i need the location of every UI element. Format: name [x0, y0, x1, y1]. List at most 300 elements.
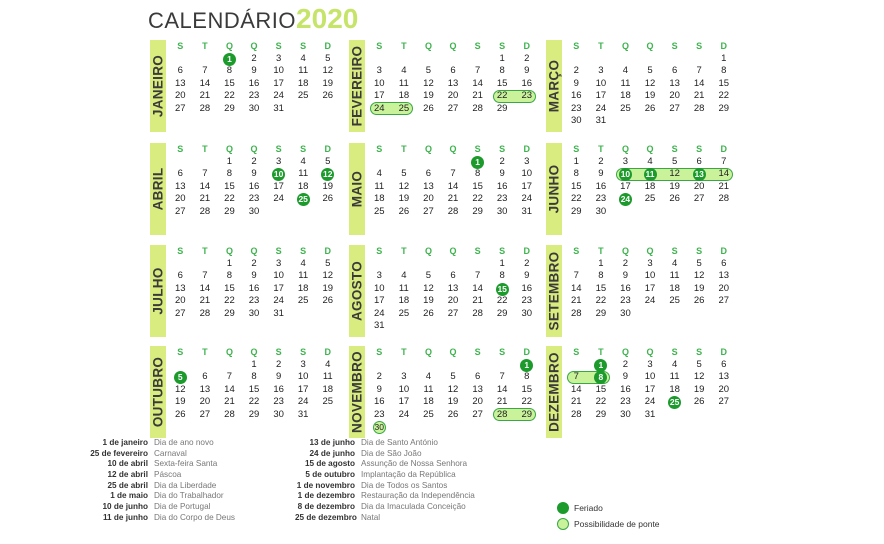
weekday-label: T [598, 144, 604, 154]
day-cell: 15 [718, 77, 730, 89]
week-row [168, 384, 340, 397]
day-cell: 18 [398, 90, 410, 101]
week-row [168, 65, 340, 78]
day-cell: 11 [669, 270, 680, 281]
day-cell: 10 [620, 169, 631, 179]
day-cell: 17 [273, 180, 284, 192]
empty-cell [315, 103, 340, 116]
weekday-label: S [177, 144, 184, 154]
day-cell: 5 [425, 65, 432, 76]
day-cell: 6 [177, 168, 183, 179]
day-cell: 7 [474, 270, 481, 281]
month-3 [546, 40, 736, 132]
day-cell: 7 [696, 65, 702, 76]
weekday-label: S [300, 41, 307, 51]
day-cell: 13 [669, 77, 680, 89]
day-cell: 4 [300, 155, 306, 167]
day-cell: 8 [598, 270, 604, 281]
day-cell: 15 [224, 180, 235, 192]
weekday-label: S [671, 41, 678, 51]
day-cell: 18 [669, 383, 680, 395]
holiday-name: Dia de São João [361, 448, 422, 458]
weekday-label: Q [449, 144, 457, 154]
holiday-date: 25 de fevereiro [90, 448, 148, 458]
day-cell: 6 [721, 257, 727, 269]
day-cell: 30 [620, 408, 631, 420]
empty-cell [662, 308, 687, 321]
day-cell: 30 [374, 422, 385, 432]
day-cell: 24 [620, 194, 631, 204]
day-cell: 22 [224, 295, 235, 306]
day-cell: 1 [251, 358, 257, 370]
day-cell: 8 [226, 65, 233, 76]
day-cell: 8 [589, 371, 614, 384]
month-days [564, 143, 736, 218]
day-cell: 29 [718, 102, 730, 114]
day-cell: 28 [571, 408, 582, 420]
weekday-label: S [573, 144, 580, 154]
day-cell: 17 [273, 77, 284, 89]
day-cell: 27 [472, 408, 483, 420]
holiday-dot-icon [557, 502, 569, 514]
week-row [564, 193, 736, 206]
weekday-label: Q [449, 246, 457, 256]
holiday-entry [295, 470, 495, 481]
empty-cell [687, 53, 712, 66]
empty-cell [662, 409, 687, 422]
week-row [564, 409, 736, 422]
title-word: CALENDÁRIO [148, 8, 297, 33]
day-cell: 14 [571, 282, 582, 294]
empty-cell [465, 53, 490, 66]
empty-cell [638, 53, 663, 66]
day-cell: 25 [374, 205, 385, 217]
day-cell: 14 [447, 180, 459, 192]
holiday-name: Páscoa [154, 470, 182, 480]
week-row [367, 270, 539, 283]
holiday-date: 5 de outubro [305, 470, 355, 480]
weekday-label: S [696, 41, 703, 51]
day-cell: 13 [175, 77, 186, 89]
weekday-label: S [275, 246, 282, 256]
day-cell: 23 [620, 295, 631, 306]
weekday-label: Q [250, 347, 258, 357]
key-holiday-label: Feriado [574, 503, 603, 513]
day-cell: 12 [423, 77, 434, 89]
day-cell: 25 [669, 295, 680, 306]
empty-cell [613, 206, 638, 219]
holiday-entry [88, 459, 288, 470]
day-cell: 17 [644, 383, 656, 395]
day-cell: 4 [647, 155, 653, 167]
day-cell: 18 [423, 396, 434, 407]
day-cell: 19 [423, 90, 434, 101]
day-cell: 29 [224, 102, 235, 114]
holiday-entry [295, 502, 495, 513]
day-cell: 20 [199, 396, 211, 407]
month-name: FEVEREIRO [349, 45, 365, 127]
empty-cell [465, 320, 490, 333]
month-days [168, 346, 340, 421]
day-cell: 17 [374, 295, 385, 306]
empty-cell [367, 53, 392, 66]
day-cell: 16 [620, 282, 631, 294]
month-4 [150, 143, 340, 235]
day-cell: 19 [322, 77, 334, 89]
day-cell: 3 [275, 52, 282, 64]
day-cell: 23 [496, 193, 508, 204]
day-cell: 5 [168, 371, 193, 384]
day-cell: 4 [401, 65, 407, 76]
week-row [564, 65, 736, 78]
day-cell: 10 [644, 270, 656, 281]
empty-cell [564, 258, 589, 271]
day-cell: 3 [647, 257, 653, 269]
day-cell: 24 [644, 295, 656, 306]
day-cell: 6 [202, 371, 208, 382]
day-cell: 14 [199, 180, 211, 192]
day-cell: 1 [217, 53, 242, 66]
week-row [168, 283, 340, 296]
weekday-header [168, 346, 340, 359]
weekday-label: S [177, 41, 184, 51]
holiday-name: Dia da Imaculada Conceição [361, 502, 466, 512]
weekday-label: S [696, 347, 703, 357]
day-cell: 26 [175, 408, 186, 420]
day-cell: 1 [598, 257, 604, 269]
day-cell: 28 [472, 102, 483, 114]
day-cell: 12 [175, 383, 186, 395]
week-row [367, 384, 539, 397]
weekday-label: D [324, 41, 331, 51]
day-cell: 23 [374, 408, 385, 420]
weekday-label: D [324, 246, 331, 256]
day-cell: 23 [620, 396, 631, 407]
day-cell: 4 [622, 65, 629, 76]
day-cell: 3 [376, 65, 382, 76]
day-cell: 22 [595, 396, 607, 407]
holiday-date: 8 de dezembro [297, 502, 355, 512]
day-cell: 16 [248, 180, 260, 192]
day-cell: 11 [620, 77, 631, 89]
day-cell: 17 [644, 282, 656, 294]
day-cell: 9 [524, 270, 530, 281]
day-cell: 9 [524, 65, 530, 76]
holiday-name: Sexta-feira Santa [154, 459, 218, 469]
day-cell: 26 [693, 396, 705, 407]
empty-cell [367, 359, 392, 372]
day-cell: 9 [622, 270, 629, 281]
day-cell: 23 [248, 295, 260, 306]
holiday-name: Dia de Portugal [154, 502, 211, 512]
week-row [168, 270, 340, 283]
day-cell: 10 [595, 77, 607, 89]
holiday-entry [295, 438, 495, 449]
day-cell: 14 [472, 77, 483, 89]
weekday-label: Q [225, 246, 233, 256]
day-cell: 22 [248, 396, 260, 407]
weekday-label: S [177, 246, 184, 256]
weekday-label: D [523, 144, 530, 154]
day-cell: 27 [423, 205, 434, 217]
week-row [367, 206, 539, 219]
day-cell: 28 [571, 307, 582, 319]
day-cell: 19 [693, 282, 705, 294]
week-row [367, 53, 539, 66]
day-cell: 30 [620, 307, 631, 319]
week-row [367, 359, 539, 372]
empty-cell [168, 156, 193, 169]
weekday-label: Q [646, 41, 654, 51]
week-row [168, 409, 340, 422]
holiday-entry [295, 491, 495, 502]
week-row [168, 78, 340, 91]
weekday-label: S [376, 41, 383, 51]
day-cell: 28 [472, 307, 483, 319]
month-days [367, 245, 539, 333]
day-cell: 17 [521, 180, 533, 192]
day-cell: 2 [275, 358, 282, 370]
day-cell: 15 [521, 383, 533, 395]
day-cell: 3 [524, 155, 530, 167]
day-cell: 3 [598, 65, 604, 76]
day-cell: 30 [496, 205, 508, 217]
day-cell: 24 [521, 193, 533, 204]
day-cell: 4 [300, 52, 306, 64]
empty-cell [441, 359, 466, 372]
day-cell: 21 [199, 90, 211, 101]
month-name: OUTUBRO [150, 356, 166, 428]
day-cell: 24 [644, 396, 656, 407]
day-cell: 23 [521, 295, 533, 306]
month-days [168, 245, 340, 320]
day-cell: 22 [496, 295, 508, 306]
weekday-label: S [499, 144, 506, 154]
key-holiday [557, 502, 603, 514]
weekday-label: Q [250, 246, 258, 256]
day-cell: 15 [248, 383, 260, 395]
week-row [168, 206, 340, 219]
day-cell: 30 [521, 307, 533, 319]
day-cell: 9 [275, 371, 282, 382]
day-cell: 23 [595, 193, 607, 204]
day-cell: 16 [620, 383, 631, 395]
day-cell: 18 [669, 282, 680, 294]
week-row [168, 371, 340, 384]
empty-cell [465, 258, 490, 271]
weekday-label: T [401, 246, 407, 256]
day-cell: 9 [376, 383, 382, 395]
empty-cell [564, 359, 589, 372]
day-cell: 2 [251, 155, 257, 167]
month-days [564, 346, 736, 421]
day-cell: 13 [175, 282, 186, 294]
day-cell: 7 [573, 371, 579, 382]
weekday-label: D [324, 347, 331, 357]
day-cell: 13 [423, 180, 434, 192]
day-cell: 11 [398, 77, 409, 89]
day-cell: 23 [571, 102, 582, 114]
day-cell: 12 [669, 168, 680, 179]
day-cell: 18 [297, 77, 309, 89]
day-cell: 16 [595, 180, 607, 192]
empty-cell [613, 53, 638, 66]
month-name: ABRIL [150, 167, 166, 211]
weekday-label: Q [646, 144, 654, 154]
empty-cell [638, 206, 663, 219]
day-cell: 11 [645, 169, 655, 179]
month-days [168, 40, 340, 115]
empty-cell [662, 206, 687, 219]
week-row [168, 295, 340, 308]
holiday-entry [295, 459, 495, 470]
day-cell: 3 [622, 155, 629, 167]
empty-cell [392, 53, 417, 66]
day-cell: 1 [499, 52, 505, 64]
holiday-name: Dia de Todos os Santos [361, 480, 448, 490]
day-cell: 9 [499, 168, 505, 179]
day-cell: 20 [175, 295, 186, 306]
day-cell: 24 [374, 102, 385, 114]
empty-cell [291, 103, 316, 116]
week-row [564, 258, 736, 271]
week-row [564, 90, 736, 103]
day-cell: 24 [398, 408, 410, 420]
day-cell: 2 [573, 65, 579, 76]
empty-cell [589, 53, 614, 66]
empty-cell [711, 308, 736, 321]
day-cell: 9 [598, 168, 604, 179]
empty-cell [416, 156, 441, 169]
weekday-label: S [474, 347, 481, 357]
day-cell: 9 [251, 270, 257, 281]
empty-cell [217, 359, 242, 372]
empty-cell [662, 53, 687, 66]
weekday-label: S [573, 41, 580, 51]
weekday-header [367, 40, 539, 53]
day-cell: 30 [595, 205, 607, 217]
weekday-label: S [474, 144, 481, 154]
week-row [564, 78, 736, 91]
day-cell: 9 [251, 168, 257, 179]
weekday-label: T [598, 246, 604, 256]
day-cell: 11 [298, 270, 309, 281]
day-cell: 16 [273, 383, 284, 395]
weekday-label: S [275, 347, 282, 357]
weekday-label: T [202, 246, 208, 256]
day-cell: 24 [273, 295, 284, 306]
weekday-label: T [202, 144, 208, 154]
weekday-label: Q [225, 144, 233, 154]
day-cell: 22 [472, 193, 483, 204]
weekday-label: Q [621, 41, 629, 51]
empty-cell [291, 206, 316, 219]
week-row [367, 181, 539, 194]
week-row [564, 308, 736, 321]
week-row [168, 193, 340, 206]
holiday-entry [88, 449, 288, 460]
empty-cell [266, 206, 291, 219]
weekday-label: T [202, 41, 208, 51]
day-cell: 16 [521, 282, 533, 294]
day-cell: 30 [248, 205, 260, 217]
day-cell: 20 [472, 396, 483, 407]
day-cell: 21 [571, 396, 582, 407]
day-cell: 16 [248, 77, 260, 89]
day-cell: 18 [374, 193, 385, 204]
day-cell: 18 [297, 180, 309, 192]
day-cell: 7 [474, 65, 481, 76]
empty-cell [711, 115, 736, 128]
day-cell: 14 [718, 168, 730, 179]
day-cell: 29 [521, 408, 533, 420]
empty-cell [367, 258, 392, 271]
empty-cell [441, 53, 466, 66]
day-cell: 27 [199, 408, 211, 420]
day-cell: 6 [474, 371, 481, 382]
day-cell: 29 [571, 205, 582, 217]
day-cell: 28 [199, 102, 211, 114]
weekday-label: D [720, 347, 727, 357]
month-name: JANEIRO [150, 54, 166, 118]
weekday-label: Q [424, 246, 432, 256]
day-cell: 6 [721, 358, 727, 370]
weekday-header [168, 245, 340, 258]
day-cell: 13 [718, 270, 730, 281]
weekday-label: D [523, 246, 530, 256]
day-cell: 5 [450, 371, 456, 382]
holiday-date: 15 de agosto [304, 459, 355, 469]
day-cell: 13 [199, 383, 211, 395]
day-cell: 9 [573, 77, 579, 89]
day-cell: 25 [297, 295, 309, 306]
day-cell: 26 [693, 295, 705, 306]
day-cell: 16 [521, 77, 533, 89]
day-cell: 7 [721, 155, 727, 167]
day-cell: 4 [425, 371, 432, 382]
holiday-date: 13 de junho [309, 438, 355, 447]
day-cell: 27 [718, 295, 730, 306]
weekday-label: D [720, 144, 727, 154]
day-cell: 12 [644, 77, 656, 89]
holiday-date: 25 de abril [107, 480, 148, 490]
bridge-dot-icon [557, 518, 569, 530]
day-cell: 1 [573, 155, 579, 167]
day-cell: 12 [447, 383, 459, 395]
day-cell: 5 [325, 155, 331, 167]
holiday-date: 11 de junho [102, 512, 148, 522]
holiday-date: 1 de janeiro [102, 438, 148, 447]
day-cell: 19 [175, 396, 186, 407]
weekday-header [367, 143, 539, 156]
day-cell: 21 [693, 90, 705, 101]
day-cell: 7 [499, 371, 505, 382]
day-cell: 15 [472, 180, 483, 192]
month-5 [349, 143, 539, 235]
week-row [168, 258, 340, 271]
day-cell: 29 [496, 102, 508, 114]
weekday-label: D [720, 246, 727, 256]
empty-cell [490, 359, 515, 372]
week-row [367, 320, 539, 333]
empty-cell [711, 409, 736, 422]
holiday-entry [88, 513, 288, 524]
weekday-label: Q [621, 144, 629, 154]
month-name: DEZEMBRO [546, 352, 562, 432]
empty-cell [490, 320, 515, 333]
day-cell: 16 [248, 282, 260, 294]
day-cell: 12 [322, 270, 334, 281]
